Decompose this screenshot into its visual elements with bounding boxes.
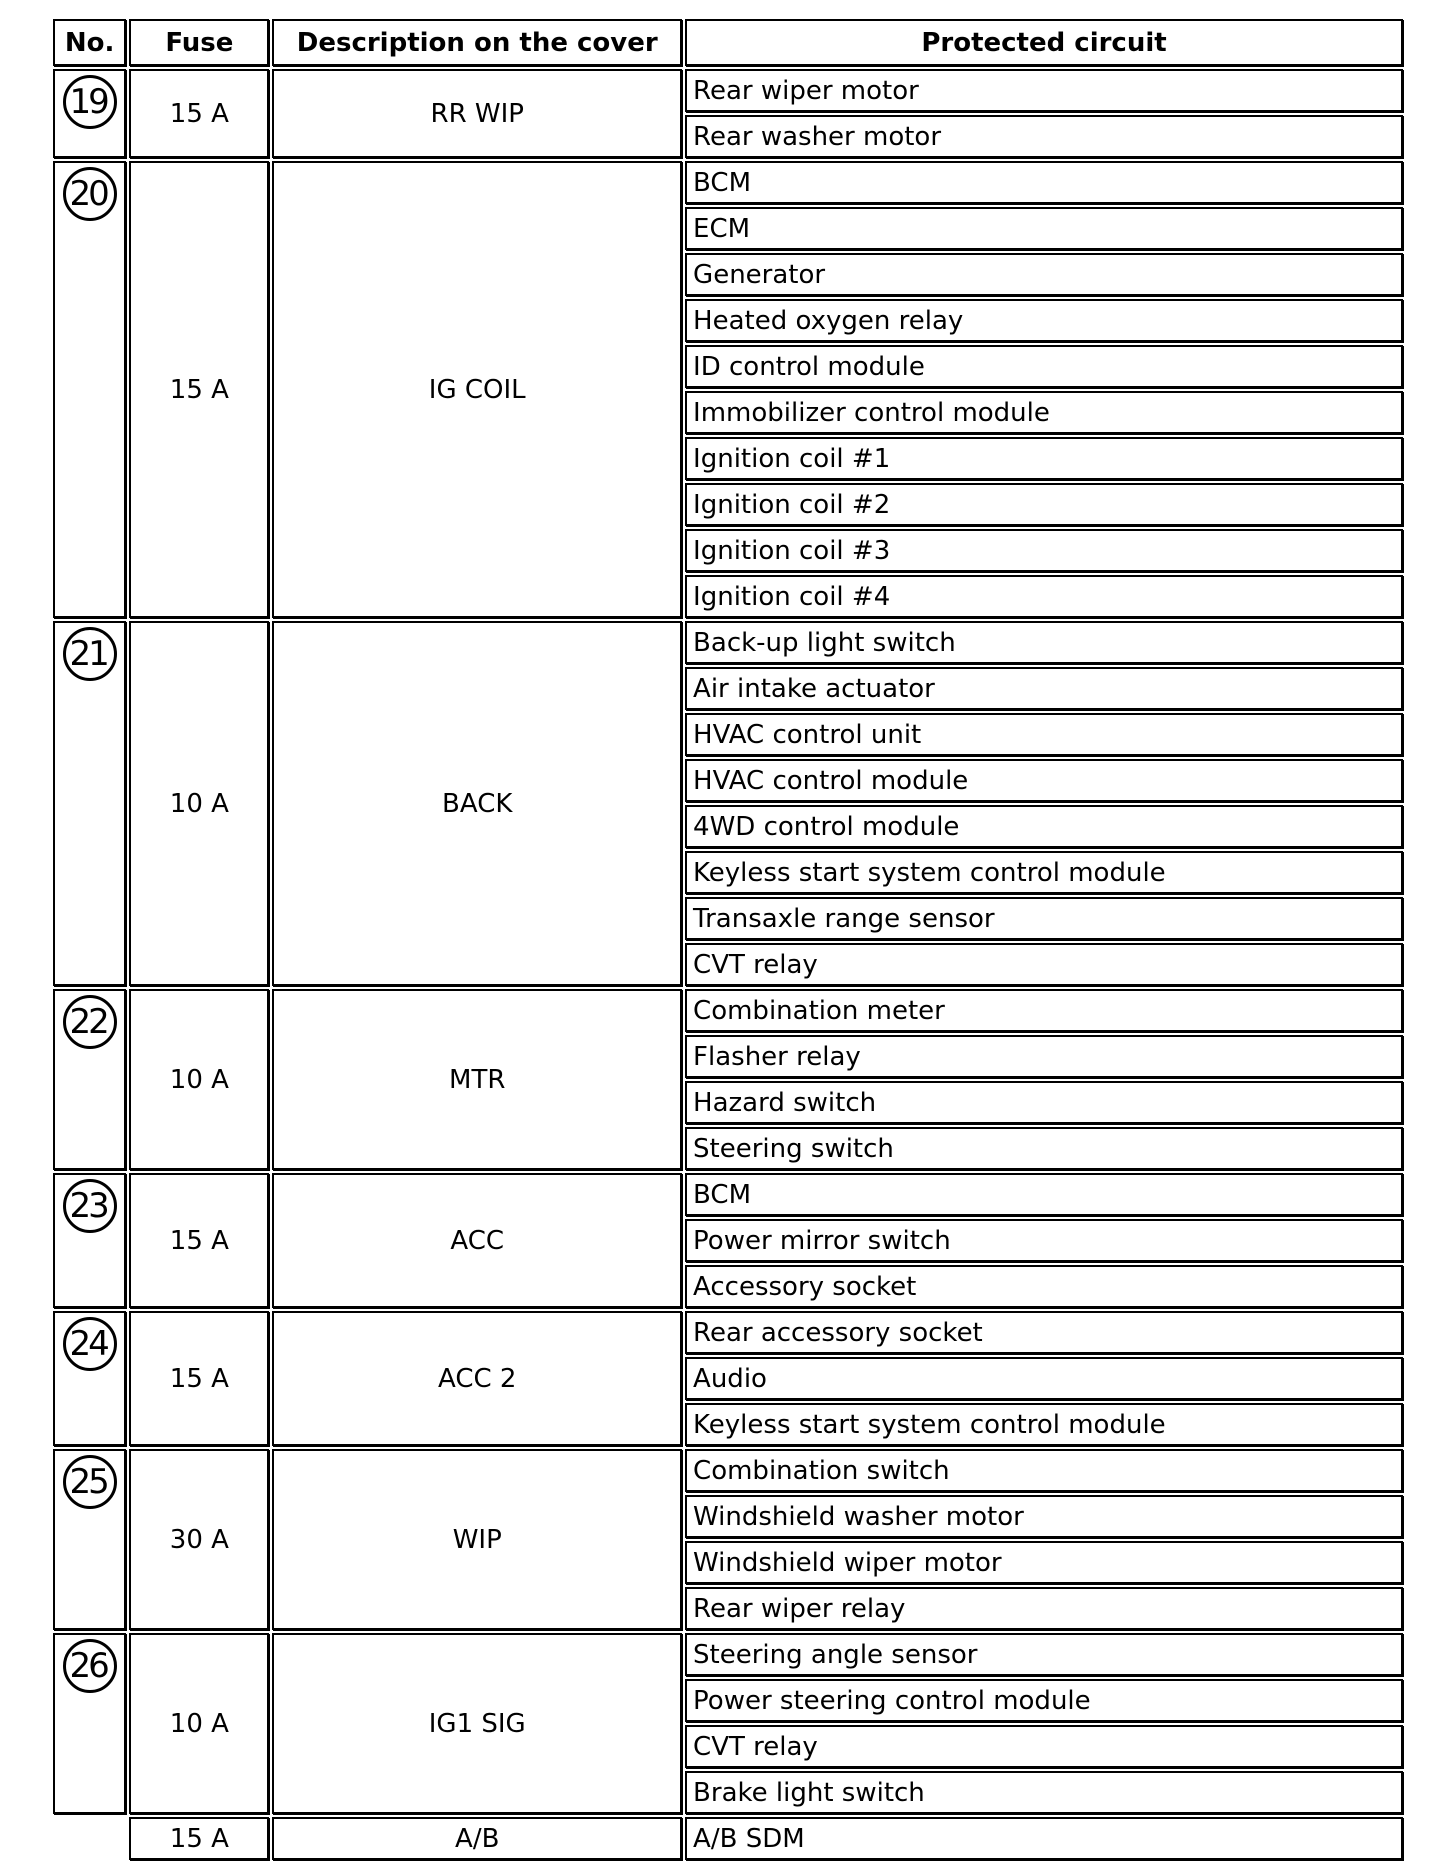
fuse-rating-cell: 10 A [129, 621, 269, 986]
fuse-rating-cell: 15 A [129, 1311, 269, 1446]
cover-description-cell: IG COIL [272, 161, 682, 618]
header-protected-circuit: Protected circuit [685, 19, 1403, 66]
protected-circuit-cell: BCM [685, 161, 1403, 204]
fuse-number-cell [53, 69, 126, 158]
fuse-number-cell [53, 989, 126, 1170]
protected-circuit-cell: Heated oxygen relay [685, 299, 1403, 342]
table-row [53, 161, 1403, 204]
protected-circuit-cell: Flasher relay [685, 1035, 1403, 1078]
fuse-number-badge: 20 [63, 167, 117, 221]
table-row [53, 1173, 1403, 1216]
fuse-number-cell [53, 1173, 126, 1308]
fuse-number-cell [53, 621, 126, 986]
protected-circuit-cell: Rear accessory socket [685, 1311, 1403, 1354]
fuse-table [50, 16, 1406, 1863]
empty-number-cell [53, 1817, 126, 1860]
protected-circuit-cell: Power steering control module [685, 1679, 1403, 1722]
protected-circuit-cell: Ignition coil #2 [685, 483, 1403, 526]
protected-circuit-cell: Accessory socket [685, 1265, 1403, 1308]
fuse-number-badge: 22 [63, 995, 117, 1049]
protected-circuit-cell: Windshield washer motor [685, 1495, 1403, 1538]
protected-circuit-cell: Transaxle range sensor [685, 897, 1403, 940]
protected-circuit-cell: CVT relay [685, 1725, 1403, 1768]
protected-circuit-cell: Air intake actuator [685, 667, 1403, 710]
cover-description-cell: RR WIP [272, 69, 682, 158]
protected-circuit-cell: Ignition coil #4 [685, 575, 1403, 618]
header-row [53, 19, 1403, 66]
protected-circuit-cell: Brake light switch [685, 1771, 1403, 1814]
cover-description-cell: BACK [272, 621, 682, 986]
fuse-number-cell [53, 161, 126, 618]
protected-circuit-cell: CVT relay [685, 943, 1403, 986]
protected-circuit-cell: Windshield wiper motor [685, 1541, 1403, 1584]
protected-circuit-cell: Ignition coil #3 [685, 529, 1403, 572]
protected-circuit-cell: Immobilizer control module [685, 391, 1403, 434]
fuse-number-badge: 26 [63, 1639, 117, 1693]
protected-circuit-cell: Hazard switch [685, 1081, 1403, 1124]
fuse-rating-cell: 15 A [129, 69, 269, 158]
protected-circuit-cell: Generator [685, 253, 1403, 296]
protected-circuit-cell: HVAC control module [685, 759, 1403, 802]
fuse-number-badge: 24 [63, 1317, 117, 1371]
protected-circuit-cell: ID control module [685, 345, 1403, 388]
fuse-number-badge: 21 [63, 627, 117, 681]
cover-description-cell: MTR [272, 989, 682, 1170]
table-row [53, 621, 1403, 664]
header-description: Description on the cover [272, 19, 682, 66]
protected-circuit-cell: A/B SDM [685, 1817, 1403, 1860]
fuse-rating-cell: 10 A [129, 989, 269, 1170]
protected-circuit-cell: Rear wiper relay [685, 1587, 1403, 1630]
protected-circuit-cell: Ignition coil #1 [685, 437, 1403, 480]
cover-description-cell: A/B [272, 1817, 682, 1860]
table-row [53, 989, 1403, 1032]
protected-circuit-cell: Steering angle sensor [685, 1633, 1403, 1676]
header-fuse: Fuse [129, 19, 269, 66]
protected-circuit-cell: ECM [685, 207, 1403, 250]
table-row [53, 1633, 1403, 1676]
protected-circuit-cell: HVAC control unit [685, 713, 1403, 756]
fuse-rating-cell: 15 A [129, 1173, 269, 1308]
fuse-number-cell [53, 1633, 126, 1814]
header-no: No. [53, 19, 126, 66]
protected-circuit-cell: Rear washer motor [685, 115, 1403, 158]
fuse-number-badge: 19 [63, 75, 117, 129]
cover-description-cell: ACC 2 [272, 1311, 682, 1446]
protected-circuit-cell: Steering switch [685, 1127, 1403, 1170]
fuse-number-badge: 25 [63, 1455, 117, 1509]
protected-circuit-cell: Rear wiper motor [685, 69, 1403, 112]
fuse-number-badge: 23 [63, 1179, 117, 1233]
fuse-rating-cell: 30 A [129, 1449, 269, 1630]
cover-description-cell: IG1 SIG [272, 1633, 682, 1814]
protected-circuit-cell: Combination meter [685, 989, 1403, 1032]
cover-description-cell: WIP [272, 1449, 682, 1630]
protected-circuit-cell: Power mirror switch [685, 1219, 1403, 1262]
fuse-table-body [53, 69, 1403, 1860]
table-row [53, 1817, 1403, 1860]
fuse-number-cell [53, 1311, 126, 1446]
fuse-rating-cell: 10 A [129, 1633, 269, 1814]
protected-circuit-cell: Keyless start system control module [685, 851, 1403, 894]
protected-circuit-cell: Back-up light switch [685, 621, 1403, 664]
table-row [53, 1449, 1403, 1492]
protected-circuit-cell: BCM [685, 1173, 1403, 1216]
fuse-number-cell [53, 1449, 126, 1630]
protected-circuit-cell: Audio [685, 1357, 1403, 1400]
table-row [53, 69, 1403, 112]
fuse-rating-cell: 15 A [129, 1817, 269, 1860]
protected-circuit-cell: Keyless start system control module [685, 1403, 1403, 1446]
protected-circuit-cell: Combination switch [685, 1449, 1403, 1492]
protected-circuit-cell: 4WD control module [685, 805, 1403, 848]
table-row [53, 1311, 1403, 1354]
cover-description-cell: ACC [272, 1173, 682, 1308]
fuse-rating-cell: 15 A [129, 161, 269, 618]
